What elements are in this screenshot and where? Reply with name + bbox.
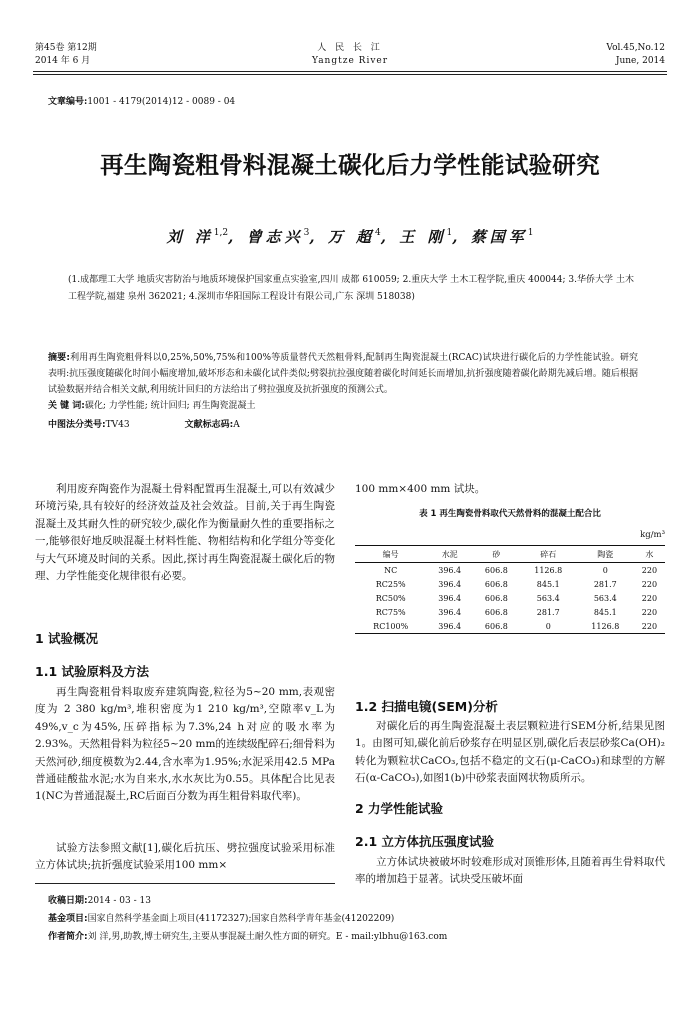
abstract xyxy=(48,350,638,398)
table-header-cell: 陶瓷 xyxy=(577,546,634,563)
table-cell: 220 xyxy=(641,565,658,575)
table-cell: 845.1 xyxy=(593,607,617,617)
table-cell: 606.8 xyxy=(484,579,508,589)
table-cell: 220 xyxy=(641,593,658,603)
intro-paragraph xyxy=(35,481,335,585)
issue-date-en: June, 2014 xyxy=(615,56,665,66)
table-row xyxy=(355,619,665,634)
table-cell: NC xyxy=(384,565,398,575)
table-cell: 606.8 xyxy=(484,607,508,617)
table-cell: 281.7 xyxy=(536,607,560,617)
received-date: 2014 - 03 - 13 xyxy=(87,896,151,906)
keywords-label: 关 键 词: xyxy=(48,401,85,411)
table-cell: RC25% xyxy=(375,579,406,589)
table-cell: 396.4 xyxy=(438,579,462,589)
sem-paragraph xyxy=(355,718,665,788)
materials-paragraph xyxy=(35,684,335,806)
footnote-received xyxy=(48,893,151,906)
table-cell: 563.4 xyxy=(536,593,560,603)
author-name: 万 超 xyxy=(327,228,376,246)
author-name: 刘 洋 xyxy=(166,228,214,246)
funding-text: 国家自然科学基金面上项目(41172327);国家自然科学青年基金(41202209) xyxy=(87,914,395,924)
table-header-cell: 砂 xyxy=(473,546,520,563)
author-affil-mark: 3 xyxy=(303,228,310,238)
table-cell: 396.4 xyxy=(438,593,462,603)
author-separator: , xyxy=(380,228,391,246)
author-separator: , xyxy=(228,228,238,246)
table-cell: 396.4 xyxy=(438,607,462,617)
clc-label: 中图法分类号: xyxy=(48,420,106,430)
keywords xyxy=(48,398,256,411)
table-cell: 1126.8 xyxy=(534,565,563,575)
author-bio-label: 作者简介: xyxy=(48,932,88,942)
author-name: 王 刚 xyxy=(399,228,447,246)
table-cell: 220 xyxy=(641,579,658,589)
received-label: 收稿日期: xyxy=(48,896,88,906)
author-affil-mark: 1 xyxy=(527,228,534,238)
volume-issue: 第45卷 第12期 xyxy=(35,43,97,53)
volume-issue-en: Vol.45,No.12 xyxy=(606,43,665,53)
mix-proportion-table xyxy=(355,545,665,634)
article-number-value: 1001 - 4179(2014)12 - 0089 - 04 xyxy=(87,97,236,107)
section-heading-1: 1 试验概况 xyxy=(35,631,99,646)
journal-name-en: Yangtze River xyxy=(311,56,389,66)
table-cell: 563.4 xyxy=(593,593,617,603)
table-cell: RC100% xyxy=(355,619,426,634)
header-rule xyxy=(33,71,667,72)
author-bio-text: 刘 洋,男,助教,博士研究生,主要从事混凝土耐久性方面的研究。E - mail:ylbhu@163.com xyxy=(87,932,448,942)
compression-paragraph xyxy=(355,854,665,889)
section-heading-1-1: 1.1 试验原料及方法 xyxy=(35,664,149,679)
keywords-text: 碳化; 力学性能; 统计回归; 再生陶瓷混凝土 xyxy=(84,401,256,411)
table-cell: RC50% xyxy=(375,593,406,603)
author-affil-mark: 4 xyxy=(375,228,381,238)
classification xyxy=(48,417,240,430)
table-title: 表 1 再生陶瓷骨料取代天然骨料的混凝土配合比 xyxy=(419,509,601,519)
table-cell: 396.4 xyxy=(426,619,473,634)
table-row xyxy=(355,591,665,605)
article-number-label: 文章编号: xyxy=(48,97,88,107)
compression-text: 立方体试块被破坏时较难形成对顶锥形体,且随着再生骨料取代率的增加趋于显著。试块受压破坏面 xyxy=(355,856,665,886)
intro-text: 利用废弃陶瓷作为混凝土骨料配置再生混凝土,可以有效减少环境污染,具有较好的经济效益及社会效益。目前,关于再生陶瓷混凝土及其耐久性的研究较少,碳化作为衡量耐久性的重要指标之一,能够很好地反映混凝土材料性能、物相结构和化学组分等变化与大气环境及时间的关系。因此,探讨再生陶瓷混凝土碳化后的物理、力学性能变化规律很有必要。 xyxy=(35,483,335,583)
methods-paragraph xyxy=(35,840,335,875)
journal-name-cn: 人 民 长 江 xyxy=(317,43,383,53)
table-cell: 220 xyxy=(634,619,665,634)
author-affil-mark: 1 xyxy=(446,228,453,238)
section-heading-2: 2 力学性能试验 xyxy=(355,801,444,816)
doc-code-label: 文献标志码: xyxy=(184,420,234,430)
table-row xyxy=(355,563,665,578)
journal-issue-right xyxy=(606,42,665,68)
author-name: 曾志兴 xyxy=(246,228,304,246)
table-header-cell: 水泥 xyxy=(426,546,473,563)
table-cell: 0 xyxy=(520,619,577,634)
table-cell: 845.1 xyxy=(536,579,560,589)
table-cell: 1126.8 xyxy=(577,619,634,634)
methods-paragraph-cont: 100 mm×400 mm 试块。 xyxy=(355,483,486,495)
author-separator: , xyxy=(452,228,462,246)
sem-text: 对碳化后的再生陶瓷混凝土表层颗粒进行SEM分析,结果见图1。由图可知,碳化前后砂浆存在明显区别,碳化后表层砂浆Ca(OH)₂转化为颗粒状CaCO₃,包括不稳定的文石(μ-CaCO₃)和球型的方解石(α-CaCO₃),如图1(b)中砂浆表面网状物质所示。 xyxy=(355,720,665,785)
author-list xyxy=(0,226,700,247)
footnote-rule xyxy=(35,883,335,884)
author-name: 蔡国军 xyxy=(470,228,528,246)
materials-text: 再生陶瓷粗骨料取废弃建筑陶瓷,粒径为5~20 mm,表观密度为 2 380 kg/m³,堆积密度为1 210 kg/m³,空隙率v_L为49%,v_c为45%,压碎指标为7.3%,24 h对应的吸水率为2.93%。天然粗骨料为粒径5~20 mm的连续级配碎石;细骨料为天然河砂,细度模数为2.44,含水率为1.95%;水泥采用42.5 MPa普通硅酸盐水泥;水为自来水,水水灰比为0.55。具体配合比见表1(NC为普通混凝土,RC后面百分数为再生粗骨料取代率)。 xyxy=(35,686,335,803)
footnote-author xyxy=(48,929,447,942)
funding-label: 基金项目: xyxy=(48,914,88,924)
table-cell: 281.7 xyxy=(593,579,617,589)
paper-title: 再生陶瓷粗骨料混凝土碳化后力学性能试验研究 xyxy=(100,151,600,179)
doc-code-value: A xyxy=(233,420,240,430)
table-header-cell: 碎石 xyxy=(520,546,577,563)
abstract-text: 利用再生陶瓷粗骨料以0,25%,50%,75%和100%等质量替代天然粗骨料,配制再生陶瓷混凝土(RCAC)试块进行碳化后的力学性能试验。研究表明:抗压强度随碳化时间小幅度增加,破坏形态和未碳化试件类似;劈裂抗拉强度随着碳化时间延长而增加,抗折强度随着碳化龄期先减后增。随后根据试验数据并结合相关文献,利用统计回归的方法给出了劈拉强度及抗折强度的预测公式。 xyxy=(48,353,638,395)
header-rule-thin xyxy=(33,74,667,75)
abstract-label: 摘要: xyxy=(48,353,70,363)
section-heading-2-1: 2.1 立方体抗压强度试验 xyxy=(355,834,494,849)
table-cell: 606.8 xyxy=(484,565,508,575)
table-cell: 220 xyxy=(641,607,658,617)
footnote-funding xyxy=(48,911,394,924)
table-cell: 606.8 xyxy=(473,619,520,634)
table-header-cell: 编号 xyxy=(355,546,426,563)
issue-date: 2014 年 6 月 xyxy=(35,56,91,66)
table-header-row xyxy=(355,546,665,563)
table-cell: 0 xyxy=(602,565,608,575)
table-cell: 606.8 xyxy=(484,593,508,603)
article-number xyxy=(48,94,235,107)
author-affil-mark: 1,2 xyxy=(213,228,229,238)
table-header-cell: 水 xyxy=(634,546,665,563)
table-row xyxy=(355,577,665,591)
section-heading-1-2: 1.2 扫描电镜(SEM)分析 xyxy=(355,699,498,714)
table-cell: RC75% xyxy=(375,607,406,617)
table-row xyxy=(355,605,665,619)
table-cell: 396.4 xyxy=(438,565,462,575)
clc-value: TV43 xyxy=(105,420,130,430)
methods-text: 试验方法参照文献[1],碳化后抗压、劈拉强度试验采用标准立方体试块;抗折强度试验采用100 mm× xyxy=(35,842,335,872)
affiliations: (1.成都理工大学 地质灾害防治与地质环境保护国家重点实验室,四川 成都 610059; 2.重庆大学 土木工程学院,重庆 400044; 3.华侨大学 土木工程学院,福建 泉州 362021; 4.深圳市华阳国际工程设计有限公司,广东 深圳 518038) xyxy=(68,275,634,302)
author-separator: , xyxy=(309,228,319,246)
table-unit: kg/m³ xyxy=(640,530,665,540)
journal-name xyxy=(0,42,700,68)
